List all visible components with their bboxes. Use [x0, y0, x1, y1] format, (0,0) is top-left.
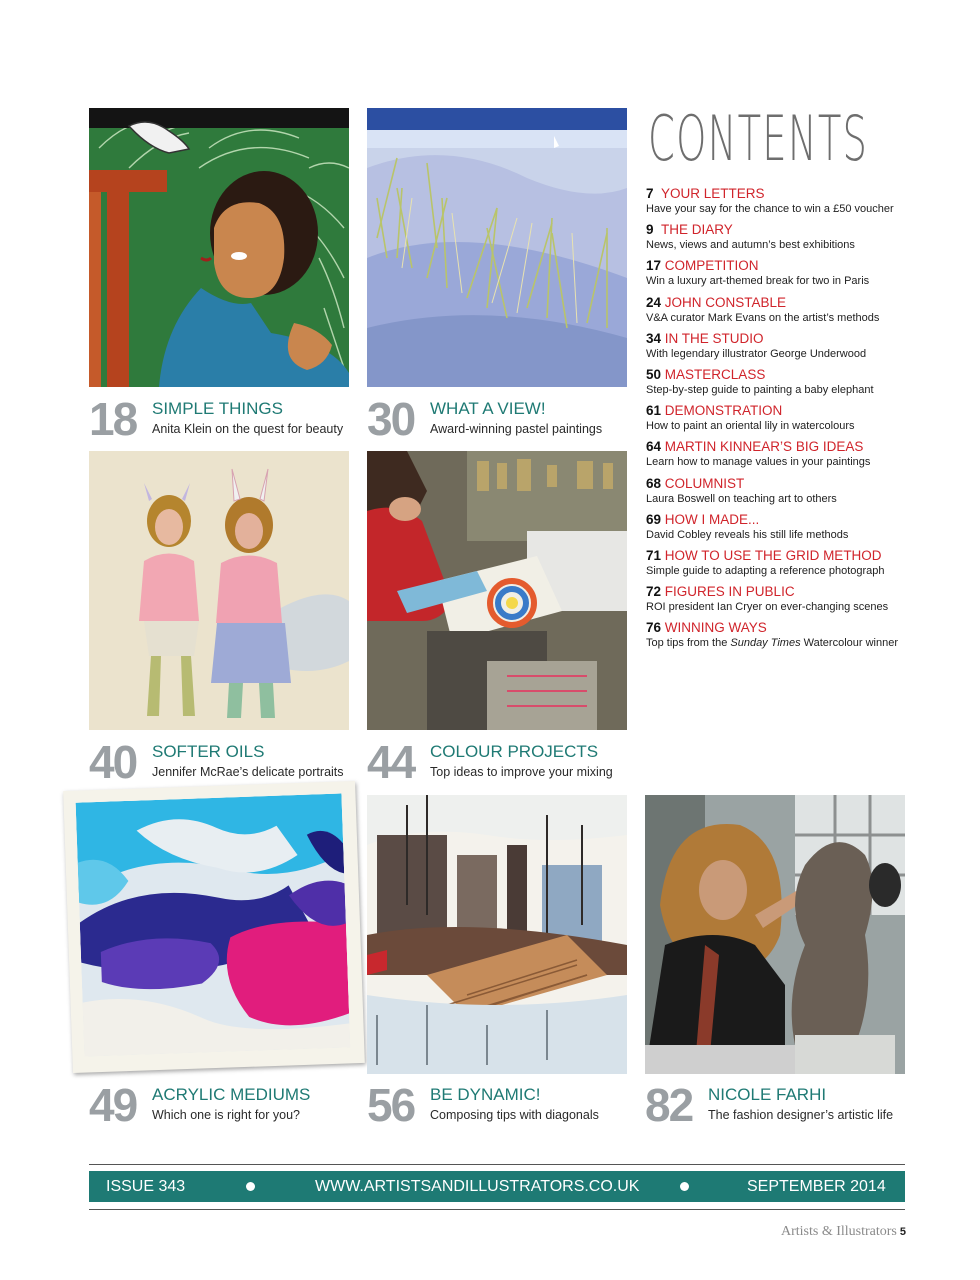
acrylic-mediums-photo[interactable] [63, 781, 365, 1073]
issue-date: SEPTEMBER 2014 [747, 1178, 886, 1195]
toc-title[interactable]: MARTIN KINNEAR’S BIG IDEAS [664, 439, 864, 455]
issue-number: ISSUE 343 [106, 1178, 186, 1195]
toc-description: Step-by-step guide to painting a baby elephant [646, 383, 874, 396]
colour-projects-photo[interactable] [367, 451, 627, 730]
contents-heading: CONTENTS [648, 102, 869, 175]
toc-title[interactable]: YOUR LETTERS [661, 186, 765, 201]
toc-item[interactable] [646, 257, 946, 293]
toc-page: 71 [646, 547, 662, 563]
toc-title[interactable]: JOHN CONSTABLE [664, 294, 787, 310]
toc-description: Learn how to manage values in your paintings [646, 456, 871, 469]
page-number: 5 [899, 1226, 906, 1238]
toc-description: How to paint an oriental lily in watercolours [646, 420, 855, 433]
feature-title[interactable]: ACRYLIC MEDIUMS [152, 1085, 311, 1104]
bullet-icon [680, 1182, 689, 1191]
toc-item[interactable] [646, 547, 946, 583]
toc-title[interactable]: FIGURES IN PUBLIC [664, 584, 795, 600]
footer-rule-top [89, 1164, 905, 1165]
feature-page-number: 82 [645, 1079, 693, 1131]
toc-page: 68 [646, 475, 662, 491]
toc-description: Laura Boswell on teaching art to others [646, 492, 837, 505]
toc-title[interactable]: HOW I MADE... [664, 511, 760, 527]
folio [781, 1224, 906, 1240]
feature-page-number: 18 [89, 393, 137, 445]
anita-klein-painting[interactable] [89, 108, 349, 387]
toc-title[interactable]: MASTERCLASS [664, 366, 766, 382]
toc-description-text: Top tips from the [646, 637, 731, 650]
pastel-dunes-painting[interactable] [367, 108, 627, 387]
jennifer-mcrae-portrait[interactable] [89, 451, 349, 730]
nicole-farhi-photo[interactable] [645, 795, 905, 1074]
feature-title[interactable]: COLOUR PROJECTS [430, 742, 599, 761]
feature-title[interactable]: SIMPLE THINGS [152, 399, 283, 418]
footer-bar [89, 1171, 905, 1202]
feature-page-number: 56 [367, 1079, 415, 1131]
feature-description: The fashion designer’s artistic life [708, 1108, 894, 1122]
toc-description: V&A curator Mark Evans on the artist’s methods [646, 311, 880, 324]
toc-page: 76 [646, 620, 662, 636]
feature-description: Top ideas to improve your mixing [430, 765, 613, 779]
toc-item[interactable] [646, 185, 946, 221]
toc-description: News, views and autumn’s best exhibitions [646, 239, 855, 252]
toc-description: ROI president Ian Cryer on ever-changing scenes [646, 601, 889, 614]
toc-title[interactable]: THE DIARY [661, 222, 733, 238]
toc-description [646, 636, 946, 650]
toc-description: Simple guide to adapting a reference photograph [646, 564, 885, 577]
magazine-name: Artists & Illustrators [780, 1224, 897, 1239]
toc-item[interactable] [646, 294, 946, 330]
toc-item[interactable] [646, 366, 946, 402]
toc-title[interactable]: COMPETITION [664, 258, 759, 274]
feature-title[interactable]: NICOLE FARHI [708, 1085, 827, 1104]
toc-page: 24 [646, 294, 662, 310]
bullet-icon [246, 1182, 255, 1191]
toc-page: 17 [646, 258, 662, 274]
feature-description: Jennifer McRae’s delicate portraits [152, 765, 344, 779]
toc-description-text: Watercolour winner [800, 637, 898, 650]
toc-description: With legendary illustrator George Underwood [646, 347, 867, 360]
toc-title[interactable]: WINNING WAYS [664, 620, 767, 636]
toc-page: 7 [646, 186, 654, 201]
toc-item[interactable] [646, 511, 946, 547]
feature-title[interactable]: SOFTER OILS [152, 742, 265, 761]
toc-title[interactable]: COLUMNIST [664, 475, 745, 491]
toc-page: 72 [646, 584, 662, 600]
feature-title[interactable]: WHAT A VIEW! [430, 399, 546, 418]
toc-title[interactable]: HOW TO USE THE GRID METHOD [664, 547, 882, 563]
toc-item[interactable] [646, 330, 946, 366]
toc-item[interactable] [646, 438, 946, 474]
toc-list [646, 185, 946, 655]
feature-page-number: 40 [89, 736, 137, 788]
footer-rule-bottom [89, 1209, 905, 1210]
toc-page: 9 [646, 222, 654, 238]
feature-page-number: 30 [367, 393, 415, 445]
toc-item[interactable] [646, 583, 946, 619]
toc-item[interactable] [646, 475, 946, 511]
toc-description: Win a luxury art-themed break for two in Paris [646, 275, 870, 288]
toc-description: David Cobley reveals his still life methods [646, 528, 849, 541]
toc-item[interactable] [646, 221, 946, 257]
feature-description: Composing tips with diagonals [430, 1108, 599, 1122]
feature-description: Anita Klein on the quest for beauty [152, 422, 344, 436]
toc-title[interactable]: IN THE STUDIO [664, 330, 764, 346]
toc-description: Have your say for the chance to win a £50 voucher [646, 203, 894, 215]
toc-page: 64 [646, 439, 662, 455]
feature-description: Which one is right for you? [152, 1108, 300, 1122]
feature-page-number: 44 [367, 736, 415, 788]
toc-page: 61 [646, 403, 662, 419]
toc-description-italic: Sunday Times [730, 637, 801, 650]
toc-page: 34 [646, 330, 662, 346]
feature-description: Award-winning pastel paintings [430, 422, 603, 436]
be-dynamic-painting[interactable] [367, 795, 627, 1074]
feature-page-number: 49 [89, 1079, 137, 1131]
feature-title[interactable]: BE DYNAMIC! [430, 1085, 541, 1104]
toc-item[interactable] [646, 619, 946, 655]
toc-page: 69 [646, 511, 662, 527]
website-link[interactable]: WWW.ARTISTSANDILLUSTRATORS.CO.UK [315, 1178, 640, 1195]
toc-title[interactable]: DEMONSTRATION [664, 403, 783, 419]
toc-page: 50 [646, 366, 662, 382]
toc-item[interactable] [646, 402, 946, 438]
